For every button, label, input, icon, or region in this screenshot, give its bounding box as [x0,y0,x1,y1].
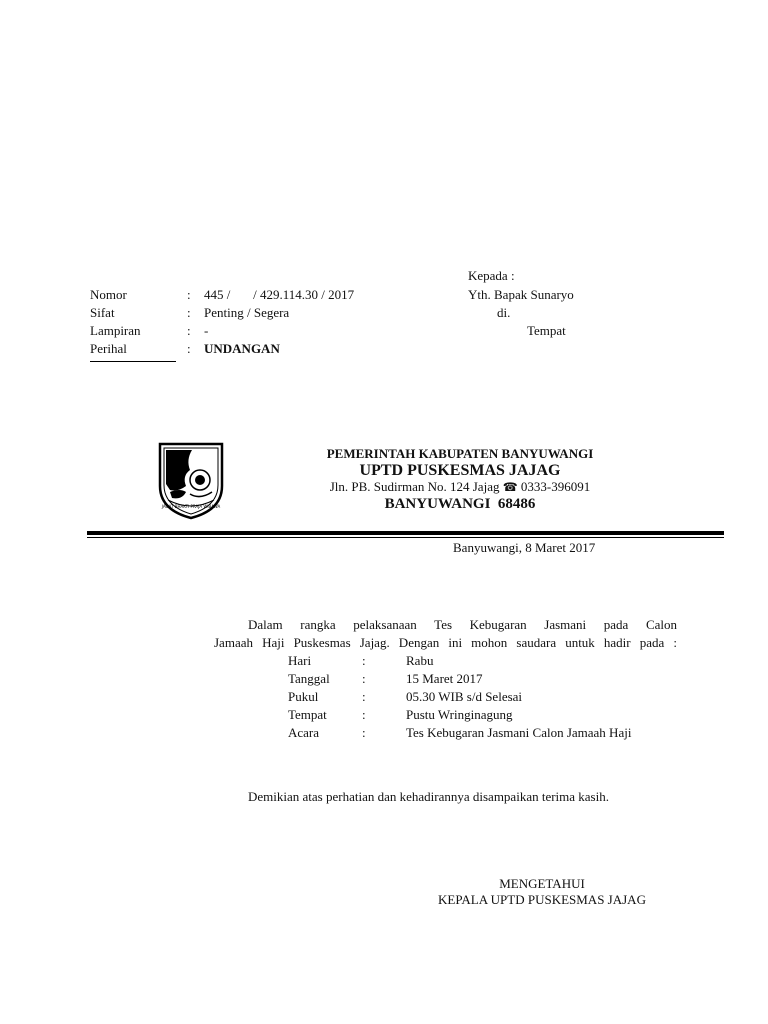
letter-date: Banyuwangi, 8 Maret 2017 [453,540,596,555]
meta-value-lampiran: - [204,323,209,338]
detail-label-tempat: Tempat [288,707,327,722]
detail-value-acara: Tes Kebugaran Jasmani Calon Jamaah Haji [406,725,632,740]
closing-sentence: Demikian atas perhatian dan kehadirannya disampaikan terima kasih. [248,789,609,804]
meta-label-nomor: Nomor [90,287,127,302]
detail-sep: : [362,671,366,686]
meta-sep: : [187,305,191,320]
recipient-place: Tempat [527,323,566,338]
letterhead-divider-thin [87,537,724,538]
banyuwangi-regency-emblem-icon [156,440,226,520]
body-paragraph-line1: Dalam rangka pelaksanaan Tes Kebugaran Jasmani pada Calon [248,617,677,632]
detail-sep: : [362,689,366,704]
meta-label-lampiran: Lampiran [90,323,141,338]
detail-value-tanggal: 15 Maret 2017 [406,671,483,686]
signature-acknowledge: MENGETAHUI [499,876,585,891]
letterhead-address-line [300,479,620,495]
detail-value-hari: Rabu [406,653,434,668]
meta-label-sifat: Sifat [90,305,115,320]
detail-sep: : [362,653,366,668]
detail-label-tanggal: Tanggal [288,671,330,686]
detail-value-pukul: 05.30 WIB s/d Selesai [406,689,523,704]
meta-value-perihal: UNDANGAN [204,341,280,356]
signature-title: KEPALA UPTD PUSKESMAS JAJAG [438,892,646,907]
detail-label-pukul: Pukul [288,689,319,704]
body-paragraph-line2: Jamaah Haji Puskesmas Jajag. Dengan ini mohon saudara untuk hadir pada : [214,635,677,650]
recipient-name: Yth. Bapak Sunaryo [468,287,574,302]
telephone-icon: ☎ [502,480,518,494]
letterhead-institution: UPTD PUSKESMAS JAJAG [359,462,561,479]
recipient-kepada: Kepada : [468,268,515,283]
letterhead-city: BANYUWANGI 68486 [384,496,536,512]
meta-value-sifat: Penting / Segera [204,305,290,320]
emblem-motto: JAGAT BHAKTI PRAJA WIBAWA [161,504,221,509]
detail-sep: : [362,707,366,722]
detail-label-acara: Acara [288,725,320,740]
meta-sep: : [187,323,191,338]
meta-label-perihal: Perihal [90,341,127,356]
recipient-di: di. [497,305,511,320]
meta-sep: : [187,341,191,356]
letterhead-government: PEMERINTAH KABUPATEN BANYUWANGI [326,446,594,461]
letterhead-phone: 0333-396091 [520,479,591,494]
letterhead-divider [87,531,724,535]
letterhead-address: Jln. PB. Sudirman No. 124 Jajag [329,479,500,494]
perihal-underline [90,361,176,362]
meta-value-nomor: 445 / / 429.114.30 / 2017 [204,287,355,302]
detail-value-tempat: Pustu Wringinagung [406,707,513,722]
detail-sep: : [362,725,366,740]
meta-sep: : [187,287,191,302]
detail-label-hari: Hari [288,653,312,668]
